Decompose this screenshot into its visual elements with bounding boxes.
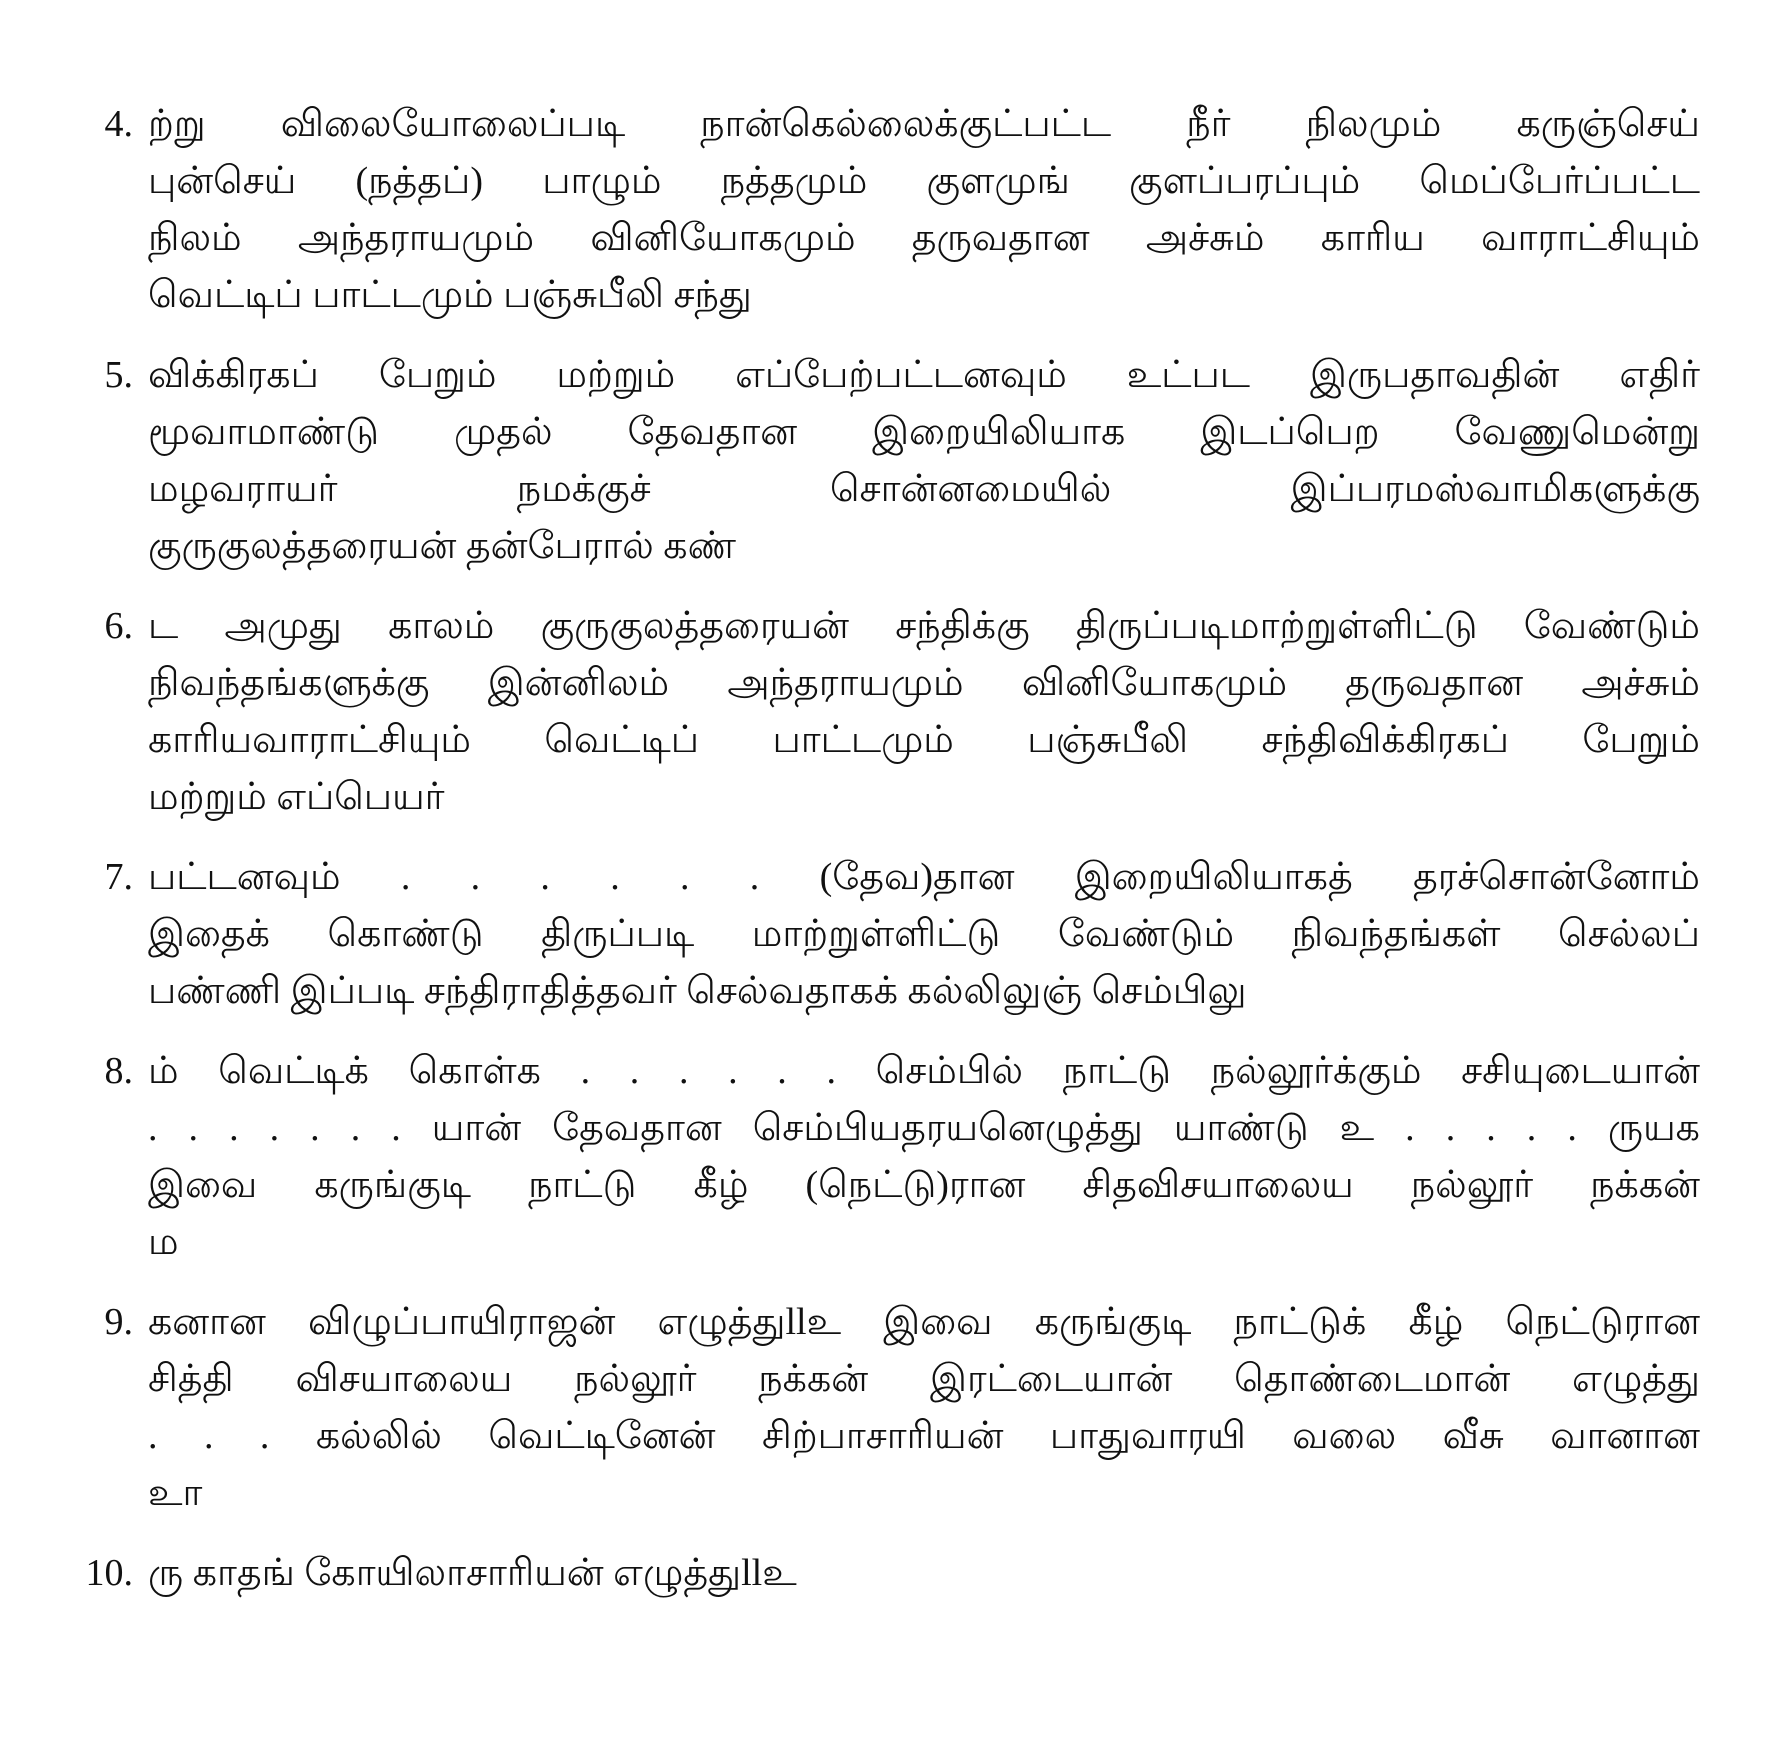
list-item-8 — [78, 1043, 1700, 1271]
text-line: குருகுலத்தரையன் தன்பேரால் கண் — [148, 525, 736, 567]
text-line: மற்றும் எப்பெயர் — [148, 776, 445, 818]
text-line: . . . . . . . யான் தேவதான செம்பியதரயனெழுத்து யாண்டு உ . . . . . ருயக — [148, 1107, 1700, 1149]
text-line: நிலம் அந்தராயமும் வினியோகமும் தருவதான அச்சும் காரிய வாராட்சியும் — [148, 217, 1700, 259]
list-item-10 — [78, 1545, 1700, 1602]
text-line: ற்று விலையோலைப்படி நான்கெல்லைக்குட்பட்ட நீர் நிலமும் கருஞ்செய் — [148, 103, 1700, 145]
list-item-7 — [78, 849, 1700, 1020]
text-line: . . . கல்லில் வெட்டினேன் சிற்பாசாரியன் பாதுவாரயி வலை வீசு வானான — [148, 1415, 1700, 1457]
item-text-block — [148, 1294, 1700, 1522]
text-line: உா — [148, 1472, 203, 1514]
text-line: நிவந்தங்களுக்கு இன்னிலம் அந்தராயமும் வினியோகமும் தருவதான அச்சும் — [148, 662, 1700, 704]
item-text-block — [148, 598, 1700, 826]
text-line: மழவராயர் நமக்குச் சொன்னமையில் இப்பரமஸ்வாமிகளுக்கு — [148, 468, 1700, 510]
text-line: ரு காதங் கோயிலாசாரியன் எழுத்துllஉ — [148, 1552, 797, 1594]
list-item-6 — [78, 598, 1700, 826]
list-item-5 — [78, 347, 1700, 575]
text-line: புன்செய் (நத்தப்) பாழும் நத்தமும் குளமுங் குளப்பரப்பும் மெப்பேர்ப்பட்ட — [148, 160, 1700, 202]
text-line: ட அமுது காலம் குருகுலத்தரையன் சந்திக்கு திருப்படிமாற்றுள்ளிட்டு வேண்டும் — [148, 605, 1700, 647]
item-text-block — [148, 1545, 1700, 1602]
text-line: மூவாமாண்டு முதல் தேவதான இறையிலியாக இடப்பெற வேணுமென்று — [148, 411, 1700, 453]
text-line: இதைக் கொண்டு திருப்படி மாற்றுள்ளிட்டு வேண்டும் நிவந்தங்கள் செல்லப் — [148, 913, 1700, 955]
item-text-block — [148, 347, 1700, 575]
item-number: 5. — [104, 354, 133, 396]
text-line: காரியவாராட்சியும் வெட்டிப் பாட்டமும் பஞ்சுபீலி சந்திவிக்கிரகப் பேறும் — [148, 719, 1700, 761]
item-text-block — [148, 96, 1700, 324]
text-line: விக்கிரகப் பேறும் மற்றும் எப்பேற்பட்டனவும் உட்பட இருபதாவதின் எதிர் — [148, 354, 1700, 396]
text-line: இவை கருங்குடி நாட்டு கீழ் (நெட்டு)ரான சிதவிசயாலைய நல்லூர் நக்கன் — [148, 1164, 1700, 1206]
item-number: 6. — [104, 605, 133, 647]
text-line: ம — [148, 1221, 179, 1263]
text-line: சித்தி விசயாலைய நல்லூர் நக்கன் இரட்டையான் தொண்டைமான் எழுத்து — [148, 1358, 1700, 1400]
text-line: பட்டனவும் . . . . . . (தேவ)தான இறையிலியாகத் தரச்சொன்னோம் — [148, 856, 1700, 898]
item-number: 9. — [104, 1301, 133, 1343]
text-line: வெட்டிப் பாட்டமும் பஞ்சுபீலி சந்து — [148, 274, 752, 316]
list-item-4 — [78, 96, 1700, 324]
item-text-block — [148, 849, 1700, 1020]
item-number: 8. — [104, 1050, 133, 1092]
text-line: கனான விழுப்பாயிராஜன் எழுத்துllஉ இவை கருங்குடி நாட்டுக் கீழ் நெட்டுரான — [148, 1301, 1700, 1343]
item-number: 4. — [104, 103, 133, 145]
item-number: 10. — [85, 1552, 133, 1594]
list-item-9 — [78, 1294, 1700, 1522]
text-line: பண்ணி இப்படி சந்திராதித்தவர் செல்வதாகக் கல்லிலுஞ் செம்பிலு — [148, 970, 1247, 1012]
item-text-block — [148, 1043, 1700, 1271]
text-line: ம் வெட்டிக் கொள்க . . . . . . செம்பில் நாட்டு நல்லூர்க்கும் சசியுடையான் — [148, 1050, 1700, 1092]
item-number: 7. — [104, 856, 133, 898]
